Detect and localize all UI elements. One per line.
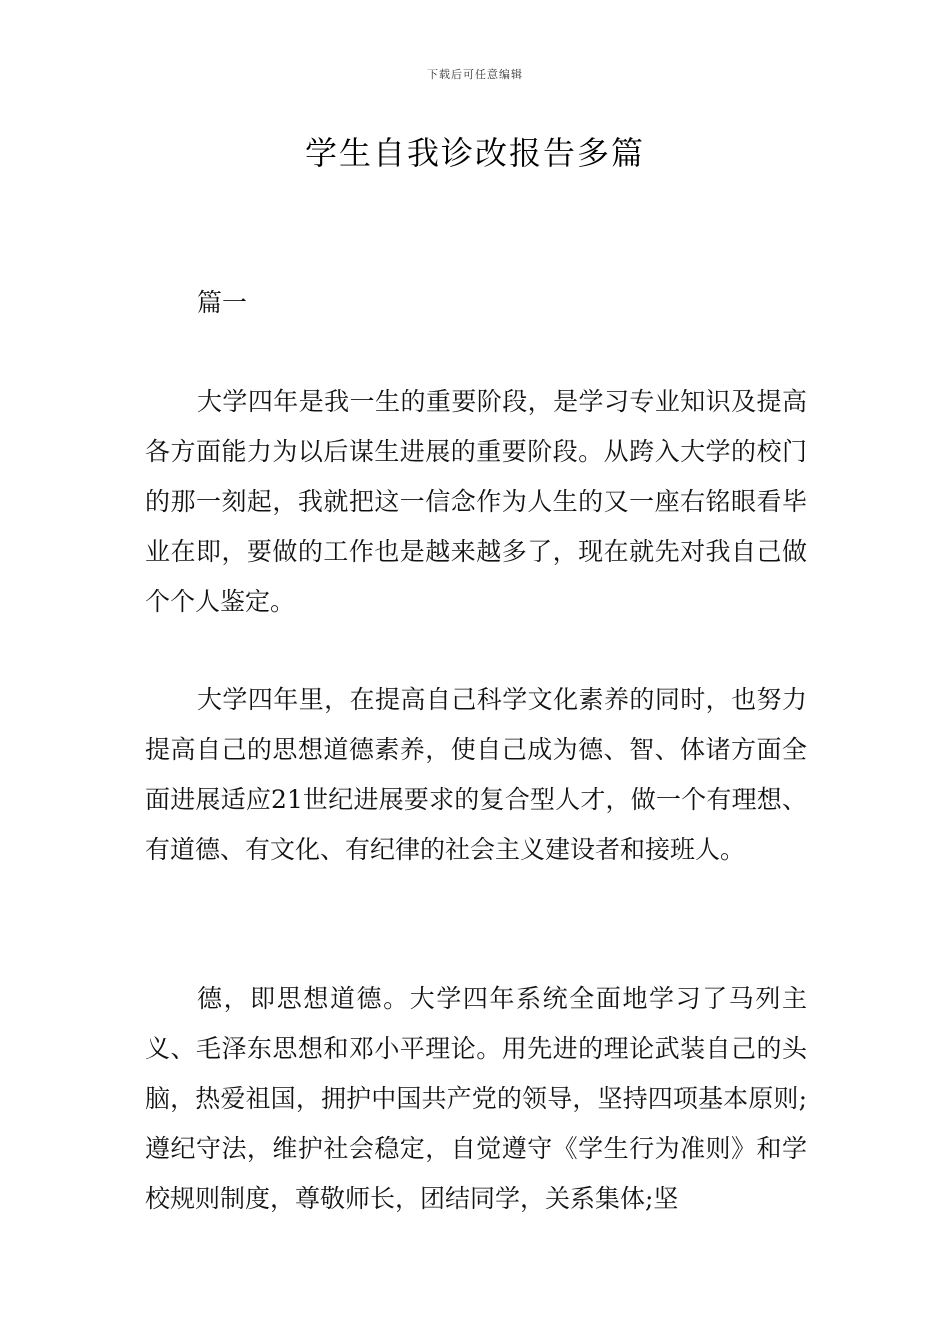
section-heading: 篇一	[197, 288, 248, 317]
paragraph-3: 德，即思想道德。大学四年系统全面地学习了马列主义、毛泽东思想和邓小平理论。用先进的理论武装自己的头脑，热爱祖国，拥护中国共产党的领导，坚持四项基本原则;遵纪守法，维护社会稳定，自觉遵守《学生行为准则》和学校规则制度，尊敬师长，团结同学，关系集体;坚	[145, 984, 807, 1213]
paragraph-2: 大学四年里，在提高自己科学文化素养的同时，也努力提高自己的思想道德素养，使自己成为德、智、体诸方面全面进展适应21世纪进展要求的复合型人才，做一个有理想、有道德、有文化、有纪律的社会主义建设者和接班人。	[145, 685, 807, 864]
paragraph-1: 大学四年是我一生的重要阶段，是学习专业知识及提高各方面能力为以后谋生进展的重要阶段。从跨入大学的校门的那一刻起，我就把这一信念作为人生的又一座右铭眼看毕业在即，要做的工作也是越来越多了，现在就先对我自己做个个人鉴定。	[145, 387, 807, 616]
document-title: 学生自我诊改报告多篇	[304, 134, 645, 172]
header-note: 下载后可任意编辑	[427, 68, 523, 81]
